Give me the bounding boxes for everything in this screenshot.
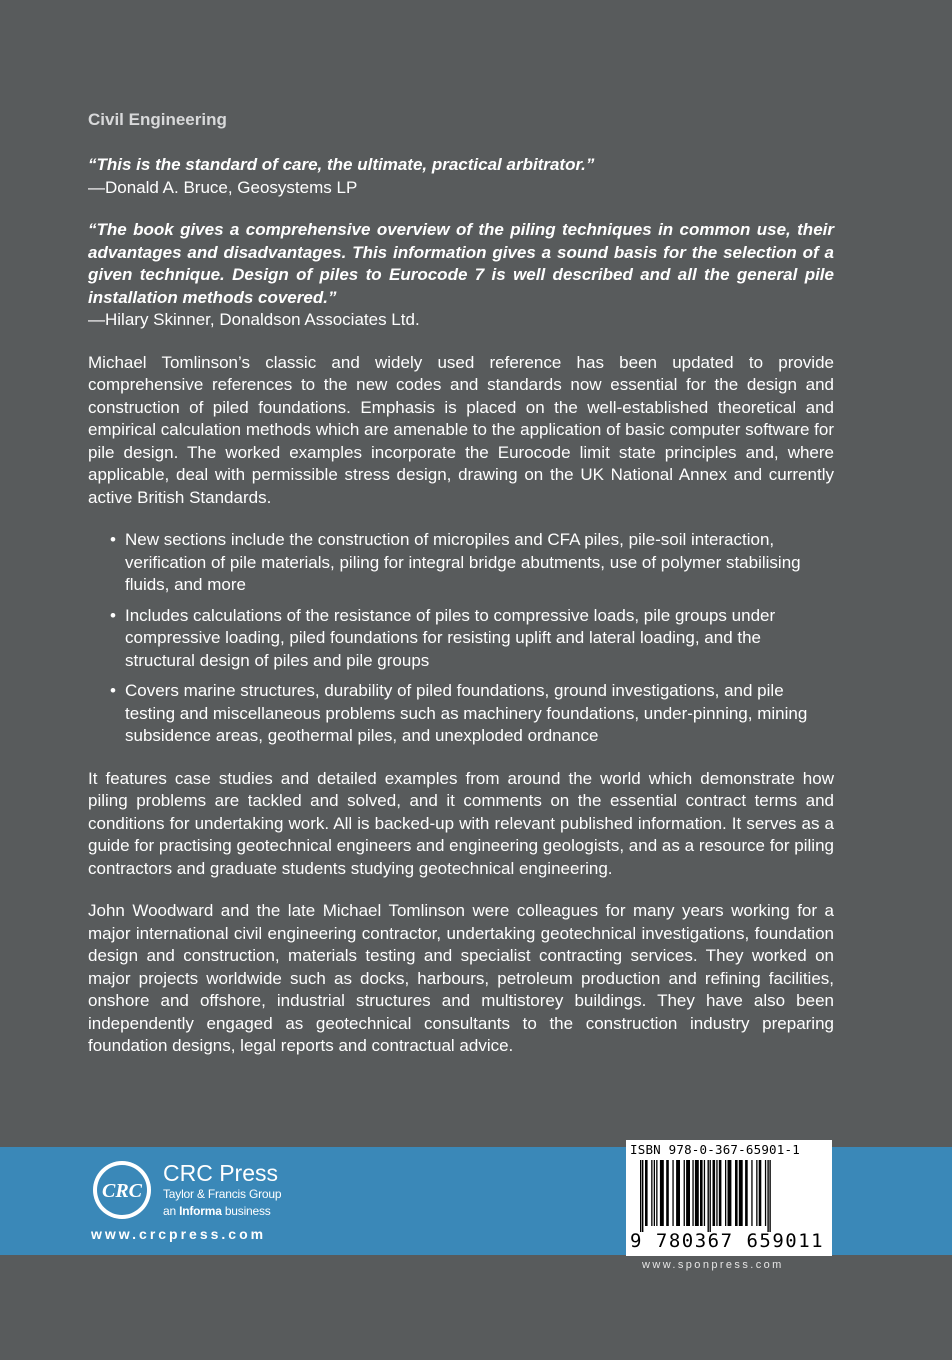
barcode-digits: 9 780367 659011 xyxy=(630,1230,825,1252)
back-cover-text xyxy=(88,108,834,1078)
quote-text: “The book gives a comprehensive overview of the piling techniques in common use, their advantages and disadvantages. This information gives a sound basis for the selection of a given technique. Design of piles to Eurocode 7 is well described and all the general pile installation methods covered.” xyxy=(88,220,834,307)
feature-item: • Includes calculations of the resistance of piles to compressive loads, pile groups under compressive loading, piled foundations for resisting uplift and lateral loading, and the structural design of piles and pile groups xyxy=(110,605,834,673)
barcode-bar xyxy=(759,1160,762,1226)
barcode-guard-bar xyxy=(710,1160,711,1232)
barcode-bar xyxy=(676,1160,680,1226)
barcode-bar xyxy=(704,1160,705,1226)
feature-item: • New sections include the construction of micropiles and CFA piles, pile-soil interaction, verification of pile materials, piling for integral bridge abutments, use of polymer stabilising fluids, and more xyxy=(110,529,834,597)
informa-name: Informa xyxy=(179,1204,222,1218)
logo-text: CRC xyxy=(101,1180,143,1202)
quote-text: “This is the standard of care, the ultimate, practical arbitrator.” xyxy=(88,155,595,174)
barcode-bar xyxy=(656,1160,657,1226)
publisher-url[interactable]: www.crcpress.com xyxy=(91,1226,267,1242)
publisher-group: Taylor & Francis Group xyxy=(163,1187,282,1201)
barcode-bar xyxy=(745,1160,748,1226)
barcode-bar xyxy=(672,1160,673,1226)
barcode-bar xyxy=(716,1160,717,1226)
barcode-bar xyxy=(756,1160,757,1226)
barcode-bar xyxy=(666,1160,669,1226)
quote-attribution: —Donald A. Bruce, Geosystems LP xyxy=(88,177,358,197)
barcode-bar xyxy=(695,1160,699,1226)
category-label: Civil Engineering xyxy=(88,110,227,129)
barcode-bar xyxy=(686,1160,690,1226)
isbn-label: ISBN 978-0-367-65901-1 xyxy=(630,1142,800,1157)
barcode-bar xyxy=(735,1160,738,1226)
barcode-bar xyxy=(751,1160,752,1226)
feature-list xyxy=(88,529,834,748)
barcode-guard-bar xyxy=(769,1160,770,1232)
barcode-guard-bar xyxy=(767,1160,768,1232)
description-paragraph-2: It features case studies and detailed examples from around the world which demonstrate how piling problems are tackled and solved, and it comments on the essential contract terms and conditions for undertaking work. All is backed-up with relevant published information. It serves as a guide for practising geotechnical engineers and engineering geologists, and as a resource for piling contractors and graduate students studying geotechnical engineering. xyxy=(88,768,834,878)
barcode-bar xyxy=(651,1160,652,1226)
barcode-bar xyxy=(700,1160,703,1226)
barcode-guard-bar xyxy=(708,1160,709,1232)
barcode-guard-bar xyxy=(642,1160,643,1232)
author-paragraph: John Woodward and the late Michael Tomlinson were colleagues for many years working for a major international civil engineering contractor, undertaking geotechnical investigations, foundation design and construction, materials testing and specialist contracting services. They worked on major projects worldwide such as docks, harbours, petroleum production and refining facilities, onshore and offshore, industrial structures and multistorey buildings. They have also been independently engaged as geotechnical consultants to the construction industry preparing foundation designs, legal reports and contractual advice. xyxy=(88,901,834,1055)
barcode-bar xyxy=(719,1160,722,1226)
barcode-bar xyxy=(739,1160,743,1226)
crc-logo xyxy=(91,1159,153,1221)
endorsement-quote-2 xyxy=(88,219,834,332)
feature-item: • Covers marine structures, durability of piled foundations, ground investigations, and pile testing and miscellaneous problems such as machinery foundations, under-pinning, mining subsidence areas, geothermal piles, and unexploded ordnance xyxy=(110,680,834,748)
barcode-bar xyxy=(713,1160,716,1226)
barcode-bar xyxy=(645,1160,648,1226)
informa-suffix: business xyxy=(221,1204,271,1218)
publisher-info xyxy=(163,1160,281,1220)
barcode-bar xyxy=(728,1160,732,1226)
isbn-barcode xyxy=(626,1140,832,1256)
barcode-guard-bar xyxy=(640,1160,641,1232)
publisher-name: CRC Press xyxy=(163,1160,279,1186)
sponpress-url[interactable]: www.sponpress.com xyxy=(642,1259,784,1271)
description-paragraph-1: Michael Tomlinson’s classic and widely used reference has been updated to provide comprehensive references to the new codes and standards now essential for the design and construction of piled foundations. Emphasis is placed on the well-established theoretical and empirical calculation methods which are amenable to the application of basic computer software for pile design. The worked examples incorporate the Eurocode limit state principles and, where applicable, deal with permissible stress design, drawing on the UK National Annex and currently active British Standards. xyxy=(88,352,834,507)
barcode-bar xyxy=(692,1160,693,1226)
barcode-bar xyxy=(654,1160,655,1226)
endorsement-quote-1 xyxy=(88,154,834,199)
barcode-bar xyxy=(684,1160,685,1226)
informa-prefix: an xyxy=(163,1204,180,1218)
barcode-bar xyxy=(765,1160,766,1226)
barcode-bar xyxy=(660,1160,664,1226)
quote-attribution: —Hilary Skinner, Donaldson Associates Ltd. xyxy=(88,310,420,329)
barcode-bars xyxy=(638,1160,820,1232)
publisher-informa xyxy=(163,1203,281,1220)
barcode-bar xyxy=(725,1160,726,1226)
